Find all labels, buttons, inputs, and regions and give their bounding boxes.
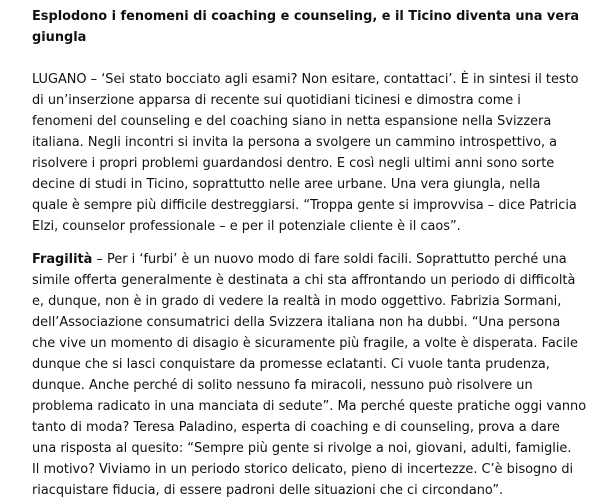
headline-line: Esplodono i fenomeni di coaching e counseling, e il Ticino diventa una vera <box>32 9 580 24</box>
paragraph-line: e, dunque, non è in grado di vedere la realtà in modo oggettivo. Fabrizia Sormani, <box>32 294 562 309</box>
section-lead-word: Fragilità <box>32 252 93 267</box>
paragraph-line: LUGANO – ‘Sei stato bocciato agli esami? Non esitare, contattaci’. È in sintesi il testo <box>32 72 579 87</box>
paragraph-line: tanto di moda? Teresa Paladino, esperta di coaching e di counseling, prova a dare <box>32 420 560 435</box>
paragraph-line: una risposta al quesito: “Sempre più gente si rivolge a noi, giovani, adulti, famiglie. <box>32 441 572 456</box>
paragraph-line: risolvere i propri problemi guardandosi dentro. E così negli ultimi anni sono sorte <box>32 156 555 171</box>
paragraph-line-rest: – Per i ‘furbi’ è un nuovo modo di fare soldi facili. Soprattutto perché una <box>92 252 567 267</box>
paragraph-line: Il motivo? Viviamo in un periodo storico delicato, pieno di incertezze. C’è bisogno di <box>32 462 574 477</box>
paragraph-line: italiana. Negli incontri si invita la persona a svolgere un cammino introspettivo, a <box>32 135 558 150</box>
paragraph-first-line <box>32 249 567 270</box>
article-headline <box>32 6 580 48</box>
paragraph-line: riacquistare fiducia, di essere padroni delle situazioni che ci circondano”. <box>32 483 504 498</box>
paragraph-line: dell’Associazione consumatrici della Svizzera italiana non ha dubbi. “Una persona <box>32 315 561 330</box>
article-paragraph-1 <box>32 69 579 237</box>
paragraph-line: simile offerta generalmente è destinata a chi sta affrontando un periodo di difficoltà <box>32 273 576 288</box>
headline-line: giungla <box>32 30 87 45</box>
paragraph-line: dunque. Anche perché di solito nessuno fa miracoli, nessuno può risolvere un <box>32 378 533 393</box>
paragraph-line: decine di studi in Ticino, soprattutto nelle aree urbane. Una vera giungla, nella <box>32 177 541 192</box>
paragraph-line: di un’inserzione apparsa di recente sui quotidiani ticinesi e dimostra come i <box>32 93 521 108</box>
article-paragraph-2 <box>32 249 587 501</box>
paragraph-line: fenomeni del counseling e del coaching siano in netta espansione nella Svizzera <box>32 114 552 129</box>
paragraph-line: che vive un momento di disagio è sicuramente più fragile, a volte è disperata. Facile <box>32 336 578 351</box>
paragraph-line: Elzi, counselor professionale – e per il potenziale cliente è il caos”. <box>32 219 461 234</box>
paragraph-line: problema radicato in una manciata di sedute”. Ma perché queste pratiche oggi vanno <box>32 399 587 414</box>
paragraph-line: quale è sempre più difficile destreggiarsi. “Troppa gente si improvvisa – dice Patricia <box>32 198 577 213</box>
paragraph-line: dunque che si lasci conquistare da promesse eclatanti. Ci vuole tanta prudenza, <box>32 357 550 372</box>
article <box>32 6 587 501</box>
